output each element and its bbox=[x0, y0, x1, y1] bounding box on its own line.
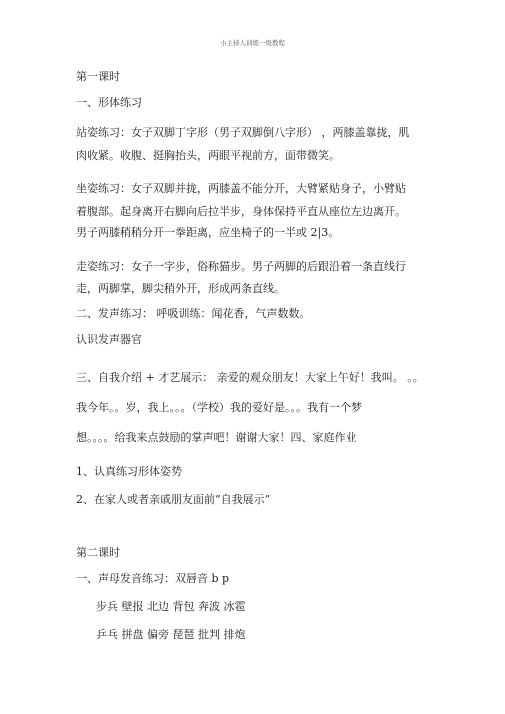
page-header: 小主持人训练一级教程 bbox=[220, 39, 285, 47]
sitting-practice-line3: 男子两膝稍稍分开一拳距离，应坐椅子的一半或 2|3。 bbox=[76, 226, 340, 239]
sitting-practice-line1: 坐姿练习：女子双脚并拢，两膝盖不能分开，大臂紧贴身子，小臂贴 bbox=[76, 182, 406, 195]
self-intro-line1: 三、自我介绍 + 才艺展示： 亲爱的观众朋友！大家上午好！我叫。 。。 bbox=[76, 371, 424, 384]
words-b-row: 步兵 壁报 北边 背包 奔波 冰雹 bbox=[96, 600, 246, 613]
sitting-practice-line2: 着腹部。起身离开右脚向后拉半步，身体保持平直从座位左边离开。 bbox=[76, 205, 406, 218]
lesson2-title: 第二课时 bbox=[76, 546, 120, 559]
walking-practice-line1: 走姿练习：女子一字步，俗称猫步。男子两脚的后跟沿着一条直线行 bbox=[76, 260, 406, 273]
words-p-row: 乒乓 拼盘 偏旁 琵琶 批判 排炮 bbox=[96, 628, 246, 641]
lesson1-title: 第一课时 bbox=[76, 70, 120, 83]
initials-practice-heading: 一、声母发音练习：双唇音 b p bbox=[76, 572, 230, 585]
standing-practice-line1: 站姿练习：女子双脚丁字形（男子双脚倒八字形） ，两膝盖靠拢，肌 bbox=[76, 126, 410, 139]
homework-item-1: 1、认真练习形体姿势 bbox=[76, 465, 182, 478]
homework-item-2: 2、在家人或者亲戚朋友面前“自我展示” bbox=[76, 493, 271, 506]
vocal-organs-line: 认识发声器官 bbox=[76, 333, 142, 346]
self-intro-line3: 想。。。。给我来点鼓励的掌声吧！谢谢大家！四、家庭作业 bbox=[76, 431, 357, 444]
section-vocal-heading: 二、发声练习： 呼吸训练：闻花香，气声数数。 bbox=[76, 307, 311, 320]
section-posture-heading: 一、形体练习 bbox=[76, 96, 142, 109]
walking-practice-line2: 走，两脚掌，脚尖稍外开，形成两条直线。 bbox=[76, 282, 285, 295]
self-intro-line2: 我今年。。岁，我上。。。（学校）我的爱好是。。。我有一个梦 bbox=[76, 401, 362, 414]
standing-practice-line2: 肉收紧。收腹、挺胸抬头，两眼平视前方，面带微笑。 bbox=[76, 149, 340, 162]
